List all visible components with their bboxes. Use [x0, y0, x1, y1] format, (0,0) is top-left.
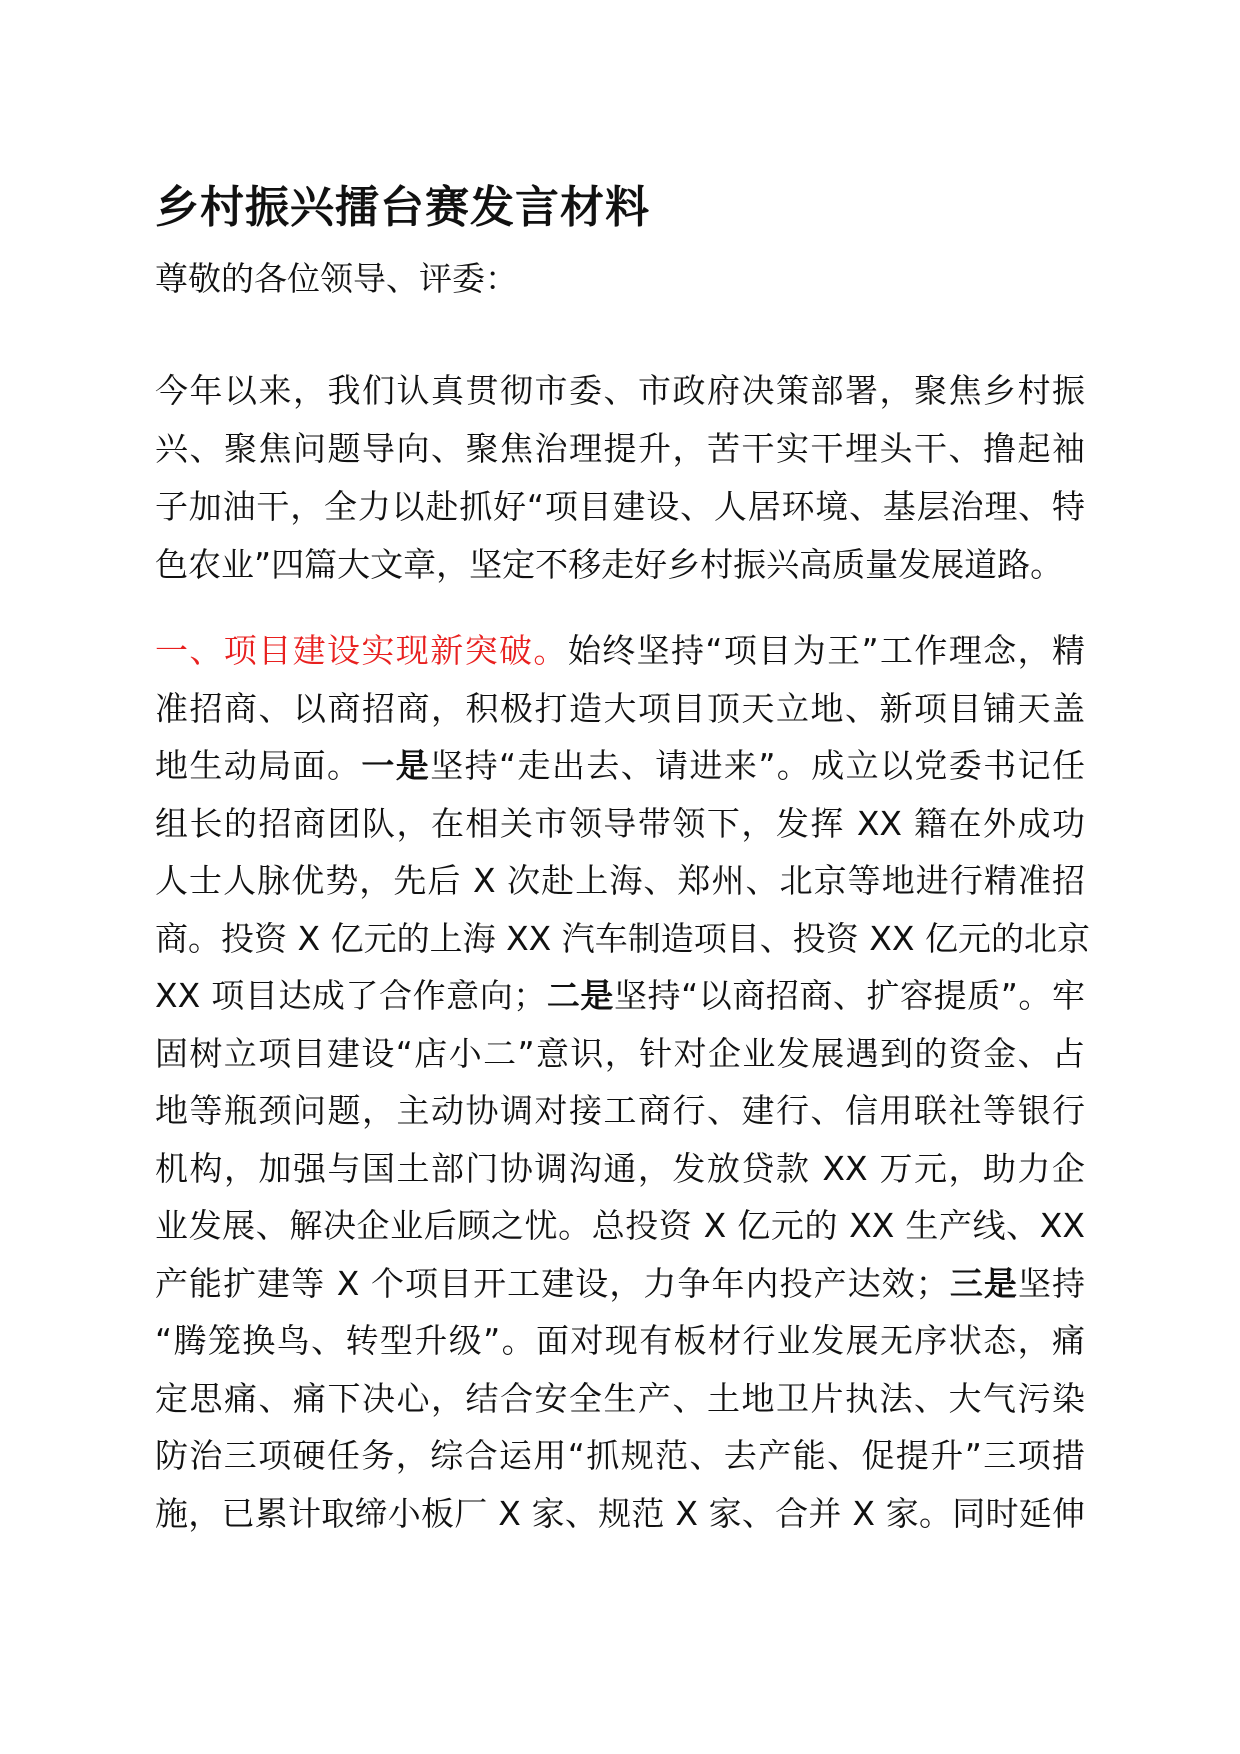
section-text: 始终坚持“项目为王”工作理念，精: [567, 631, 1086, 670]
intro-line: 子加油干，全力以赴抓好“项目建设、人居环境、基层治理、特: [155, 487, 1085, 526]
section-line: [155, 737, 1085, 795]
section-text: 坚持“走出去、请进来”。成立以党委书记任: [430, 746, 1086, 785]
section-line: 施，已累计取缔小板厂 X 家、规范 X 家、合并 X 家。同时延伸: [155, 1493, 1085, 1533]
section-text: 坚持: [1017, 1263, 1086, 1303]
point-marker-3: 三是: [948, 1263, 1018, 1303]
section-line: “腾笼换鸟、转型升级”。面对现有板材行业发展无序状态，痛: [155, 1321, 1085, 1360]
point-marker-1: 一是: [361, 746, 431, 785]
section-heading: 一、项目建设实现新突破。: [155, 631, 568, 670]
section-line: 定思痛、痛下决心，结合安全生产、土地卫片执法、大气污染: [155, 1378, 1085, 1418]
intro-paragraph: [155, 362, 1085, 594]
section-line: [155, 1255, 1085, 1313]
section-line: 固树立项目建设“店小二”意识，针对企业发展遇到的资金、占: [155, 1033, 1085, 1073]
intro-line: 色农业”四篇大文章，坚定不移走好乡村振兴高质量发展道路。: [155, 545, 1064, 584]
section-line: 组长的招商团队，在相关市领导带领下，发挥 XX 籍在外成功: [155, 803, 1085, 843]
section-text: 地生动局面。: [155, 746, 362, 785]
section-line: [155, 622, 1085, 680]
section-line: 商。投资 X 亿元的上海 XX 汽车制造项目、投资 XX 亿元的北京: [155, 918, 1090, 958]
section-text: 产能扩建等 X 个项目开工建设，力争年内投产达效；: [155, 1263, 949, 1303]
section-text: 坚持“以商招商、扩容提质”。牢: [613, 976, 1085, 1015]
section-text: XX 项目达成了合作意向；: [155, 976, 547, 1015]
section-line: 地等瓶颈问题，主动协调对接工商行、建行、信用联社等银行: [155, 1091, 1085, 1130]
intro-line: 兴、聚焦问题导向、聚焦治理提升，苦干实干埋头干、撸起袖: [155, 429, 1085, 468]
section-line: 防治三项硬任务，综合运用“抓规范、去产能、促提升”三项措: [155, 1436, 1085, 1475]
point-marker-2: 二是: [546, 976, 614, 1015]
intro-line: 今年以来，我们认真贯彻市委、市政府决策部署，聚焦乡村振: [155, 371, 1085, 410]
section-line: [155, 967, 1085, 1025]
section-line: 机构，加强与国土部门协调沟通，发放贷款 XX 万元，助力企: [155, 1148, 1085, 1188]
salutation: 尊敬的各位领导、评委：: [155, 259, 518, 298]
document-title: 乡村振兴擂台赛发言材料: [155, 182, 650, 233]
section-line: 准招商、以商招商，积极打造大项目顶天立地、新项目铺天盖: [155, 688, 1085, 728]
section-one-paragraph: [155, 622, 1090, 1542]
section-line: 人士人脉优势，先后 X 次赴上海、郑州、北京等地进行精准招: [155, 861, 1085, 900]
section-line: 业发展、解决企业后顾之忧。总投资 X 亿元的 XX 生产线、XX: [155, 1206, 1085, 1245]
